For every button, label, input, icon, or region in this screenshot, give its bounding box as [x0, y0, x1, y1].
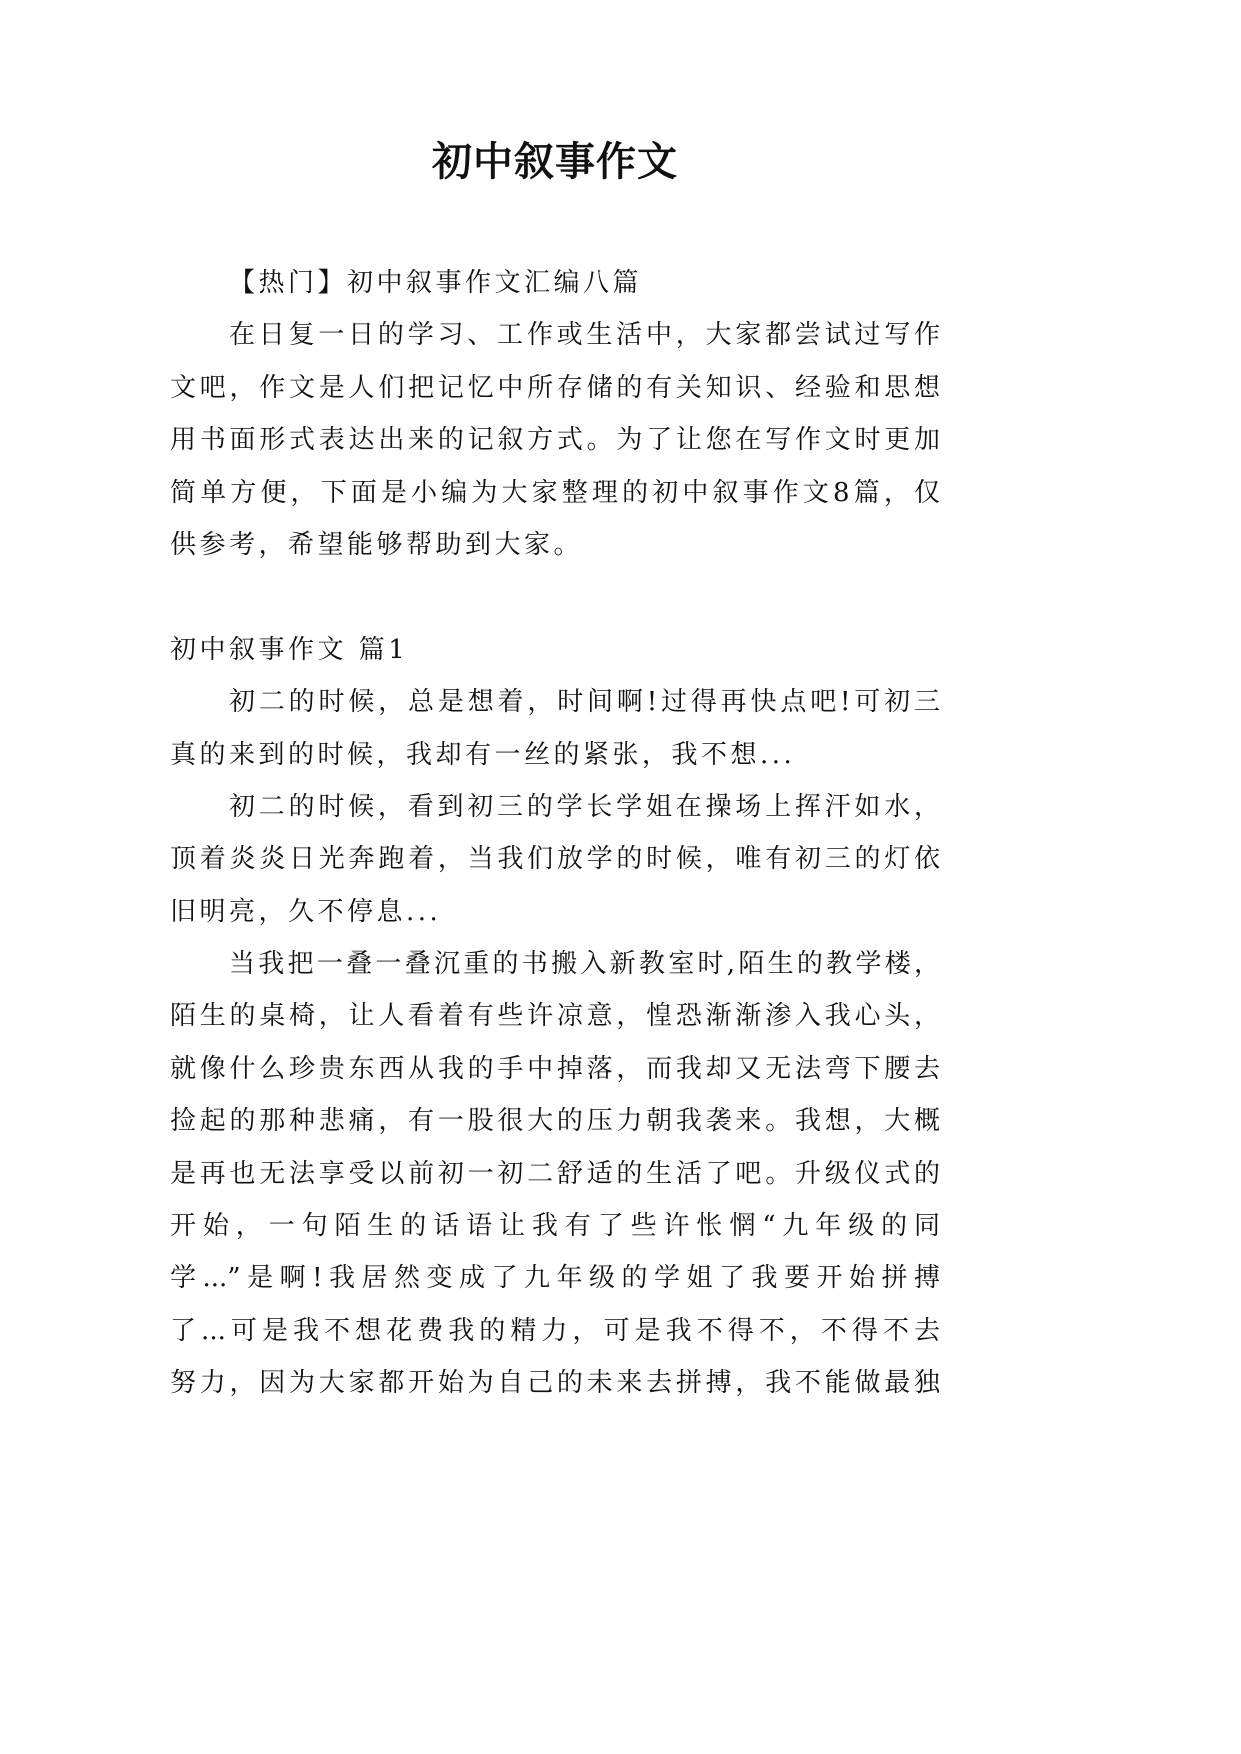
- paragraph-line: 了...可是我不想花费我的精力，可是我不得不，不得不去: [170, 1315, 940, 1346]
- paragraph-line: 努力，因为大家都开始为自己的未来去拼搏，我不能做最独: [170, 1368, 940, 1399]
- intro-paragraph: [170, 309, 940, 571]
- paragraph-line: 在日复一日的学习、工作或生活中，大家都尝试过写作: [229, 320, 940, 351]
- paragraph-line: 就像什么珍贵东西从我的手中掉落，而我却又无法弯下腰去: [170, 1053, 940, 1084]
- body-paragraph: [170, 781, 940, 938]
- paragraph-line: 顶着炎炎日光奔跑着，当我们放学的时候，唯有初三的灯依: [170, 844, 940, 875]
- paragraph-line: 捡起的那种悲痛，有一股很大的压力朝我袭来。我想，大概: [170, 1106, 940, 1137]
- paragraph-line: 学...”是啊!我居然变成了九年级的学姐了我要开始拼搏: [170, 1263, 940, 1294]
- paragraph-line: 开始，一句陌生的话语让我有了些许怅惘“九年级的同: [170, 1211, 940, 1242]
- paragraph-line: 文吧，作文是人们把记忆中所存储的有关知识、经验和思想: [170, 372, 940, 403]
- paragraph-line: 旧明亮，久不停息...: [170, 896, 442, 927]
- paragraph-line: 初二的时候，看到初三的学长学姐在操场上挥汗如水，: [229, 791, 940, 822]
- document-body: [170, 257, 940, 1410]
- document-title: 初中叙事作文: [432, 138, 678, 185]
- body-paragraph: [170, 676, 940, 781]
- paragraph-line: 是再也无法享受以前初一初二舒适的生活了吧。升级仪式的: [170, 1158, 940, 1189]
- paragraph-line: 用书面形式表达出来的记叙方式。为了让您在写作文时更加: [170, 425, 940, 456]
- section-heading: 初中叙事作文 篇1: [170, 634, 409, 665]
- paragraph-line: 简单方便，下面是小编为大家整理的初中叙事作文8篇，仅: [170, 477, 940, 508]
- body-paragraph: [170, 938, 940, 1410]
- paragraph-line: 真的来到的时候，我却有一丝的紧张，我不想...: [170, 739, 796, 770]
- paragraph-line: 初二的时候，总是想着，时间啊!过得再快点吧!可初三: [229, 687, 940, 718]
- paragraph-line: 当我把一叠一叠沉重的书搬入新教室时,陌生的教学楼，: [229, 949, 940, 980]
- blank-line: [170, 571, 940, 623]
- document-subtitle: 【热门】初中叙事作文汇编八篇: [229, 268, 643, 298]
- paragraph-line: 供参考，希望能够帮助到大家。: [170, 529, 584, 560]
- paragraph-line: 陌生的桌椅，让人看着有些许凉意，惶恐渐渐渗入我心头，: [170, 1001, 940, 1032]
